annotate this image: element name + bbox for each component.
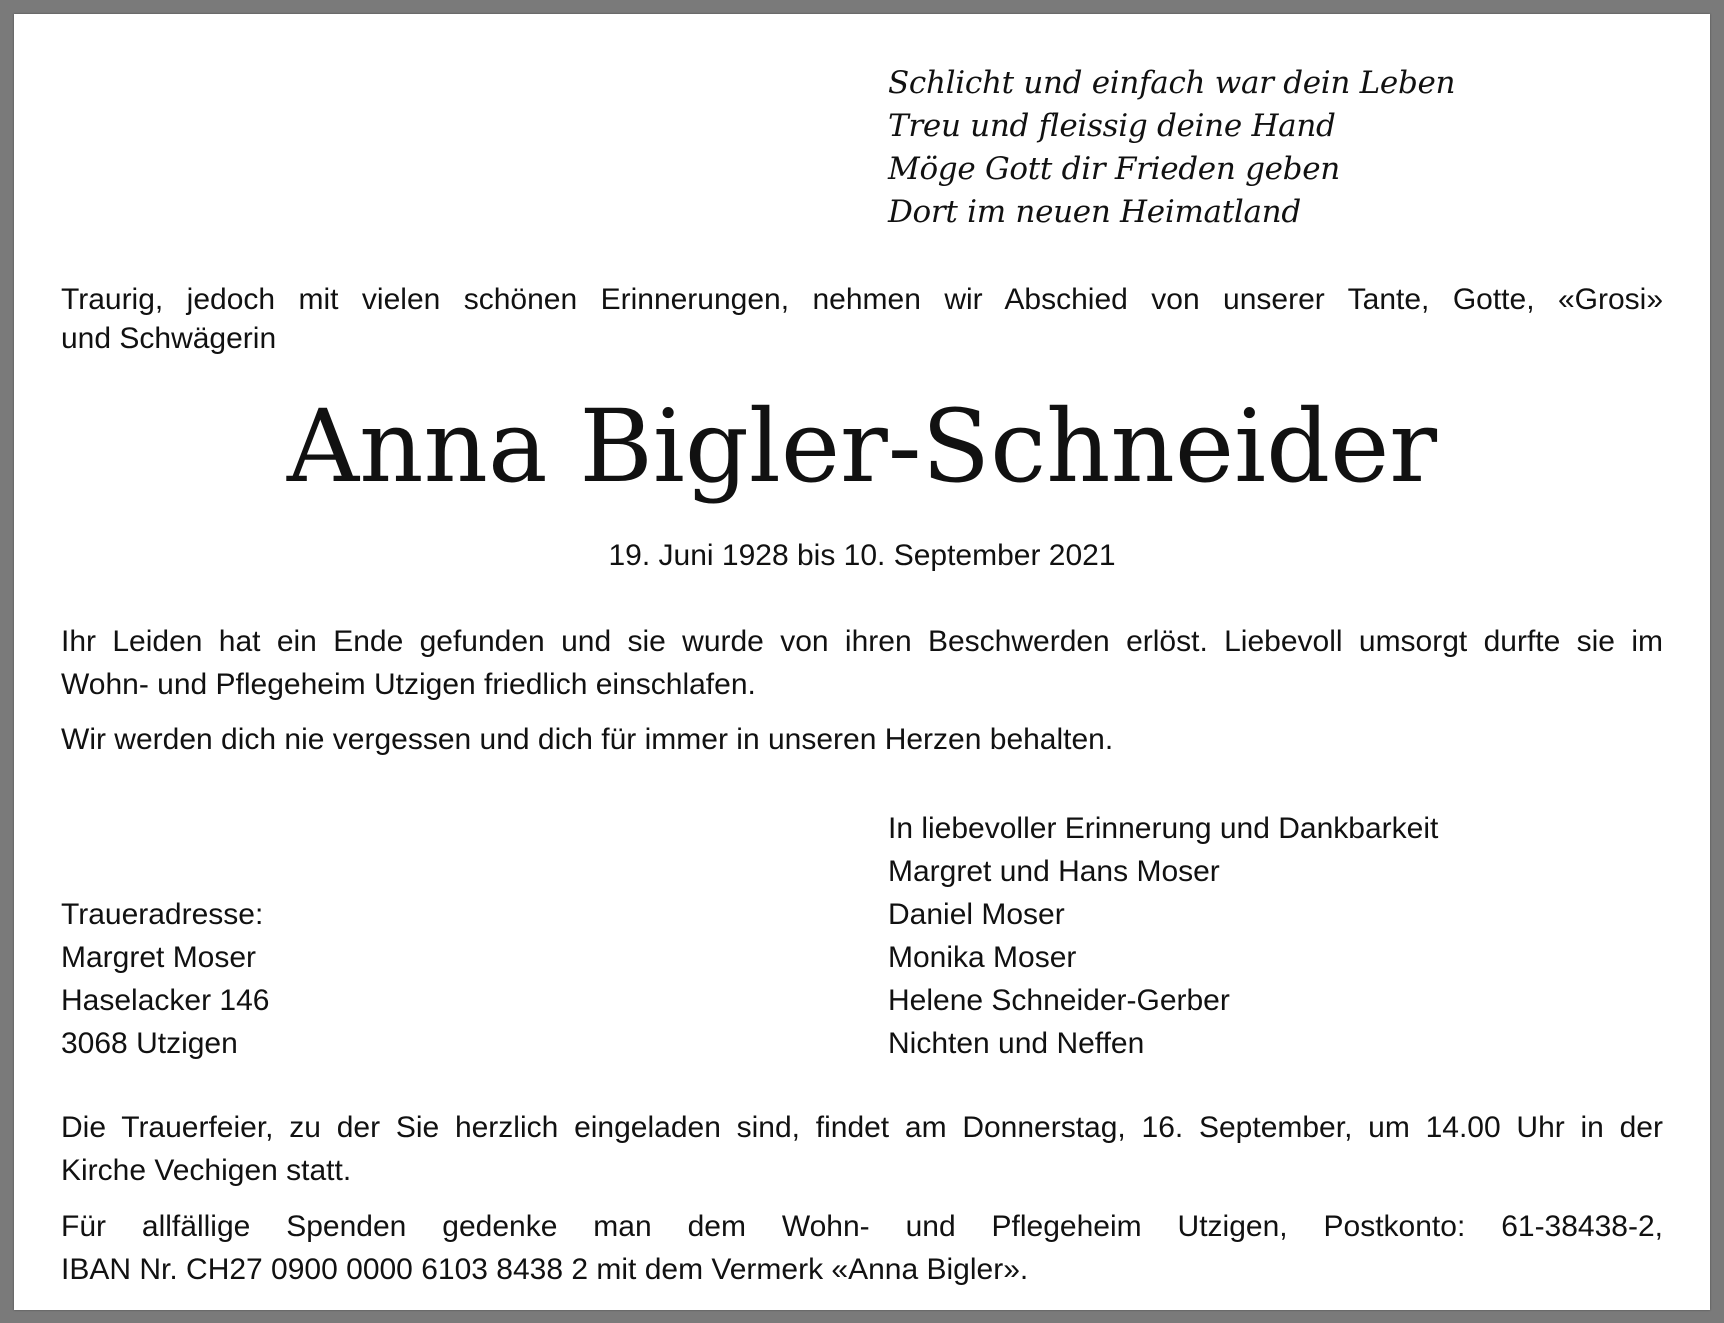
mourning-address (61, 893, 269, 1065)
mourner-name: Margret und Hans Moser (888, 855, 1220, 888)
intro-paragraph (61, 280, 1663, 358)
obituary-page (14, 14, 1710, 1310)
poem-line: Dort im neuen Heimatland (888, 194, 1301, 230)
address-label: Traueradresse: (61, 898, 264, 931)
poem (888, 62, 1455, 234)
paragraph-line: Für allfällige Spenden gedenke man dem Wohn- und Pflegeheim Utzigen, Postkonto: 61-38438-2, (61, 1210, 1663, 1243)
poem-line: Treu und fleissig deine Hand (888, 108, 1336, 144)
paragraph-line: Kirche Vechigen statt. (61, 1154, 352, 1187)
life-dates: 19. Juni 1928 bis 10. September 2021 (608, 539, 1116, 572)
poem-line: Möge Gott dir Frieden geben (888, 151, 1340, 187)
mourner-name: Nichten und Neffen (888, 1027, 1145, 1060)
mourner-name: Helene Schneider-Gerber (888, 984, 1230, 1017)
address-street: Haselacker 146 (61, 984, 270, 1017)
deceased-name: Anna Bigler-Schneider (286, 388, 1438, 505)
paragraph-line: IBAN Nr. CH27 0900 0000 6103 8438 2 mit dem Vermerk «Anna Bigler». (61, 1253, 1029, 1286)
mourners-list (888, 807, 1438, 1065)
paragraph-remembrance (61, 718, 1663, 761)
paragraph-line: Die Trauerfeier, zu der Sie herzlich eingeladen sind, findet am Donnerstag, 16. September, um 14.00 Uhr in der (61, 1111, 1663, 1144)
address-city: 3068 Utzigen (61, 1027, 238, 1060)
intro-line: und Schwägerin (61, 322, 277, 355)
mourner-name: Daniel Moser (888, 898, 1065, 931)
paragraph-donations (61, 1205, 1663, 1291)
address-name: Margret Moser (61, 941, 257, 974)
paragraph-line: Ihr Leiden hat ein Ende gefunden und sie wurde von ihren Beschwerden erlöst. Liebevoll umsorgt durfte sie im (61, 625, 1663, 658)
paragraph-farewell (61, 620, 1663, 706)
poem-line: Schlicht und einfach war dein Leben (888, 65, 1456, 101)
paragraph-funeral-service (61, 1106, 1663, 1192)
paragraph-line: Wohn- und Pflegeheim Utzigen friedlich einschlafen. (61, 668, 756, 701)
intro-line: Traurig, jedoch mit vielen schönen Erinnerungen, nehmen wir Abschied von unserer Tante, Gotte, «Grosi» (61, 283, 1663, 316)
obituary-content (61, 14, 1663, 1310)
paragraph-line: Wir werden dich nie vergessen und dich für immer in unseren Herzen behalten. (61, 723, 1114, 756)
mourner-name: Monika Moser (888, 941, 1077, 974)
mourners-heading: In liebevoller Erinnerung und Dankbarkeit (888, 812, 1439, 845)
